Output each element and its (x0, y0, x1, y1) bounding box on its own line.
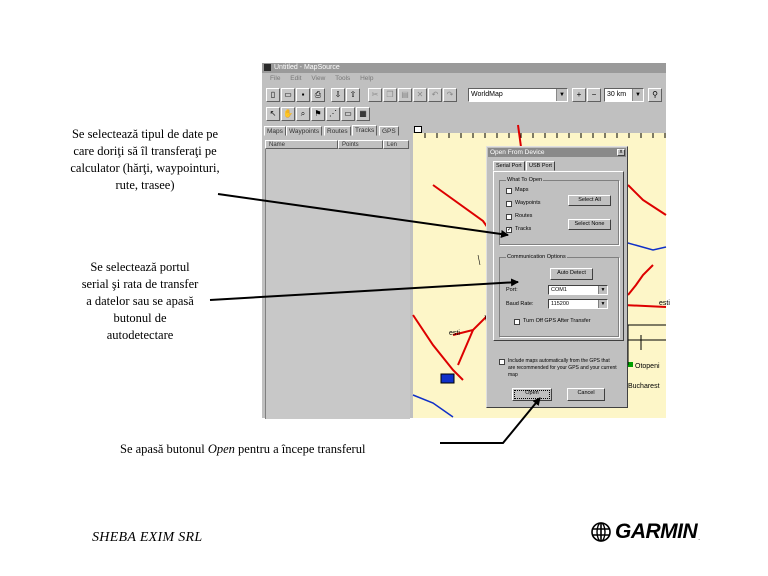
print-icon[interactable]: ⎙ (311, 88, 325, 102)
baud-rate-label: Baud Rate: (506, 301, 534, 307)
checkmark-icon: ✓ (507, 226, 513, 233)
delete-icon[interactable]: ✕ (413, 88, 427, 102)
checkbox-label: Maps (515, 187, 529, 193)
receive-from-device-icon[interactable]: ⇩ (331, 88, 345, 102)
annotation-text: Se apasă butonul (120, 442, 208, 456)
chevron-down-icon: ▼ (556, 89, 567, 101)
annotation-line: butonul de (113, 311, 167, 325)
auto-detect-button[interactable]: Auto Detect (550, 268, 593, 280)
annotation-line: care doriţi să îl transferaţi pe (73, 144, 217, 158)
send-to-device-icon[interactable]: ⇧ (346, 88, 360, 102)
undo-icon[interactable]: ↶ (428, 88, 442, 102)
annotation-line: Se selectează portul (90, 260, 190, 274)
zoom-scale-value: 30 km (607, 91, 627, 98)
checkbox-label: Include maps automatically from the GPS that are recommended for your GPS and your current map (508, 358, 617, 378)
tab-usb-port[interactable]: USB Port (526, 161, 555, 171)
menu-tools[interactable]: Tools (335, 75, 351, 82)
waypoint-tool-icon[interactable]: ⚑ (311, 107, 325, 121)
menu-view[interactable]: View (311, 75, 326, 82)
annotation-line: serial şi rata de transfer (81, 277, 199, 291)
tab-tracks[interactable]: Tracks (352, 125, 377, 136)
trademark-mark: . (698, 535, 701, 542)
select-all-button[interactable]: Select All (568, 195, 611, 206)
menu-file[interactable]: File (270, 75, 281, 82)
checkbox-label: Waypoints (515, 200, 541, 206)
tab-maps[interactable]: Maps (264, 126, 286, 136)
hand-tool-icon[interactable]: ✋ (281, 107, 295, 121)
redo-icon[interactable]: ↷ (443, 88, 457, 102)
menu-help[interactable]: Help (360, 75, 374, 82)
column-name[interactable]: Name (265, 140, 338, 149)
annotation-line: Se selectează tipul de date pe (71, 127, 219, 141)
tab-gps[interactable]: GPS (379, 126, 399, 136)
arrow-to-port-options (210, 282, 518, 300)
map-label-esti: esti (659, 300, 670, 307)
tab-serial-port[interactable]: Serial Port (493, 161, 525, 171)
open-icon[interactable]: ▭ (281, 88, 295, 102)
chevron-down-icon: ▼ (632, 89, 643, 101)
arrow-to-open-button (440, 398, 540, 443)
window-title: Untitled - MapSource (274, 64, 340, 71)
map-label-otopeni: Otopeni (635, 363, 660, 370)
annotation-text: pentru a începe transferul (234, 442, 366, 456)
group-label: Communication Options (507, 254, 566, 260)
map-label-bucharest: Bucharest (628, 383, 660, 390)
globe-icon (590, 521, 612, 543)
chevron-down-icon: ▼ (598, 300, 607, 308)
map-tool-icon[interactable]: ▦ (356, 107, 370, 121)
annotation-line: autodetectare (106, 328, 174, 342)
close-icon[interactable]: x (617, 149, 625, 156)
open-button[interactable]: Open (512, 388, 552, 401)
checkbox-label: Tracks (515, 226, 532, 232)
chevron-down-icon: ▼ (598, 286, 607, 294)
brand-name: GARMIN (615, 520, 698, 543)
zoom-out-icon[interactable]: − (587, 88, 601, 102)
checkbox-label: Routes (515, 213, 533, 219)
column-points[interactable]: Points (338, 140, 383, 149)
dialog-title: Open From Device (490, 149, 545, 156)
menu-edit[interactable]: Edit (290, 75, 302, 82)
cancel-button[interactable]: Cancel (567, 388, 605, 401)
baud-rate-value: 115200 (551, 301, 569, 307)
measure-tool-icon[interactable]: ▭ (341, 107, 355, 121)
column-length[interactable]: Len (383, 140, 409, 149)
cut-icon[interactable]: ✂ (368, 88, 382, 102)
annotation-emphasis: Open (207, 442, 235, 456)
tab-waypoints[interactable]: Waypoints (286, 126, 322, 136)
arrow-to-data-types (218, 194, 508, 235)
port-value: COM1 (551, 287, 567, 293)
annotation-line: rute, trasee) (115, 178, 175, 192)
garmin-logo (590, 518, 700, 546)
select-none-button[interactable]: Select None (568, 219, 611, 230)
port-label: Port: (506, 287, 518, 293)
group-label: What To Open (507, 177, 543, 183)
annotation-line: a datelor sau se apasă (86, 294, 194, 308)
product-select-value: WorldMap (471, 91, 503, 98)
select-tool-icon[interactable]: ↖ (266, 107, 280, 121)
tab-routes[interactable]: Routes (324, 126, 351, 136)
zoom-in-icon[interactable]: + (572, 88, 586, 102)
company-name: SHEBA EXIM SRL (92, 530, 203, 545)
map-label-esti-2: esti (449, 330, 460, 337)
copy-icon[interactable]: ❐ (383, 88, 397, 102)
checkbox-label: Turn Off GPS After Transfer (523, 318, 591, 324)
new-icon[interactable]: ▯ (266, 88, 280, 102)
annotation-line: calculator (hărţi, waypointuri, (70, 161, 220, 175)
find-icon[interactable]: ⚲ (648, 88, 662, 102)
zoom-tool-icon[interactable]: ⌕ (296, 107, 310, 121)
route-tool-icon[interactable]: ⋰ (326, 107, 340, 121)
save-icon[interactable]: ▪ (296, 88, 310, 102)
paste-icon[interactable]: ▤ (398, 88, 412, 102)
